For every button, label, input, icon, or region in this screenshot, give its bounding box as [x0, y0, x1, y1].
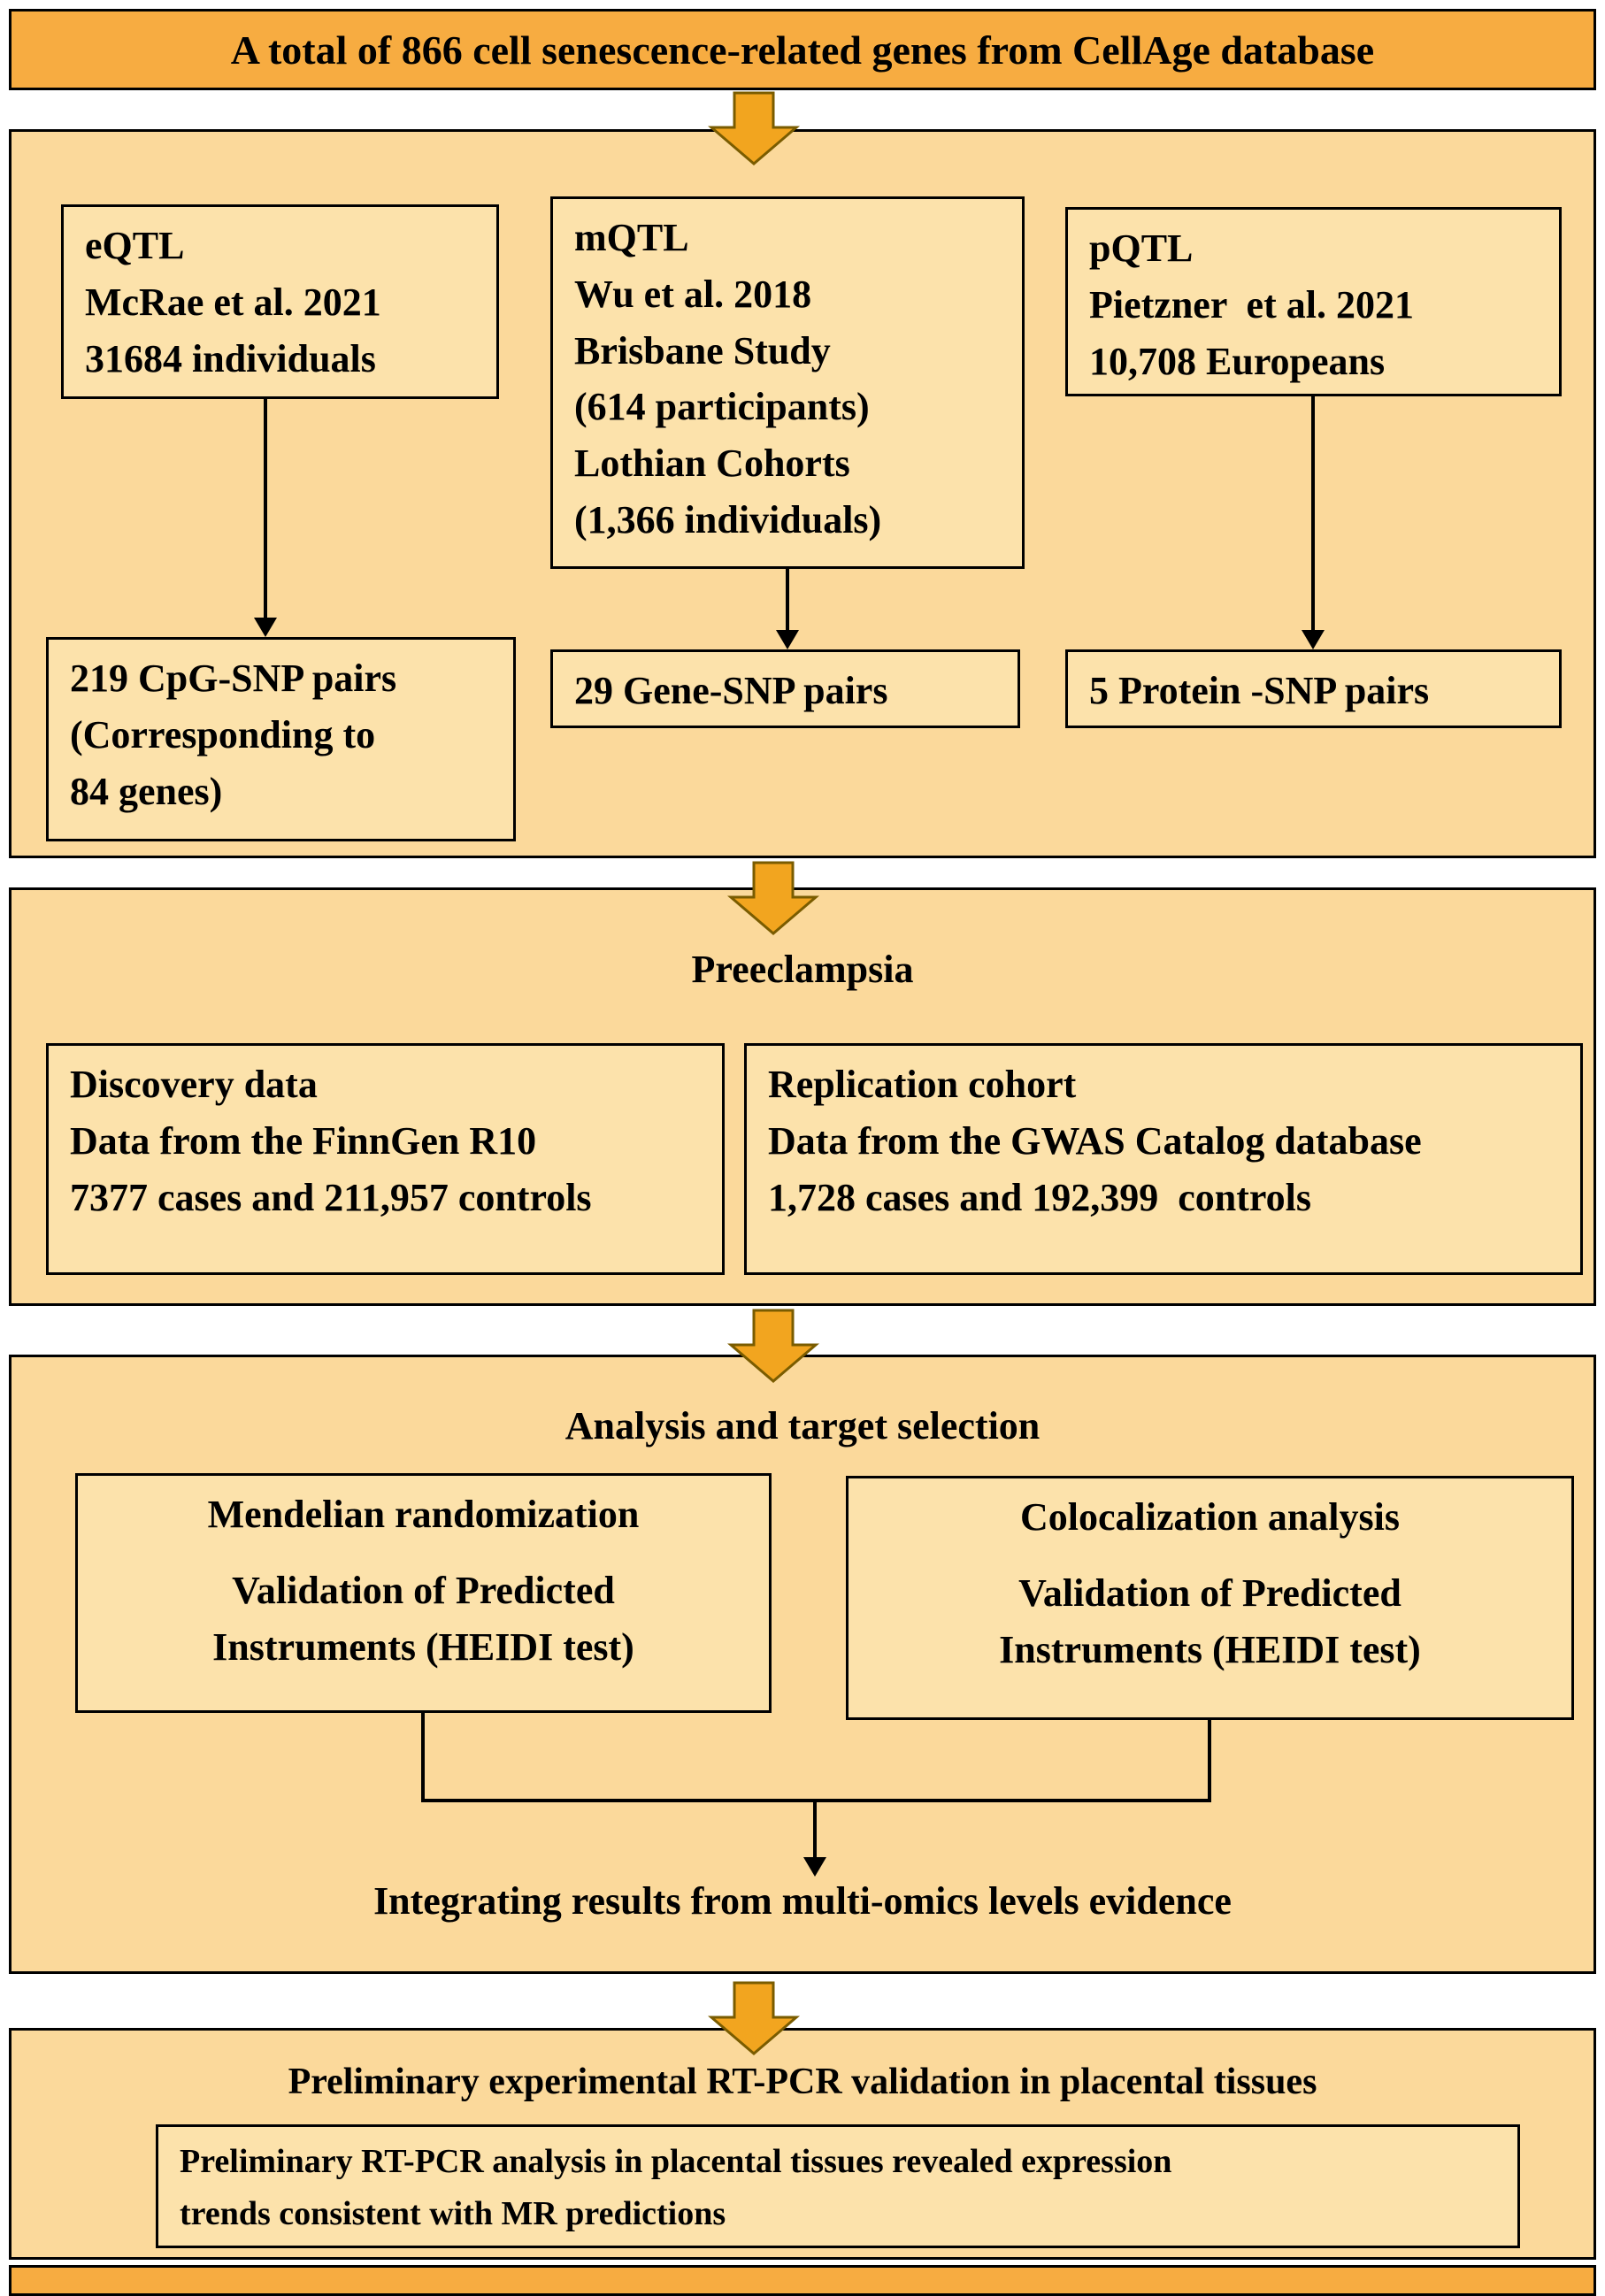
text-line: Data from the GWAS Catalog database — [768, 1118, 1422, 1163]
pqtl-box — [1065, 207, 1562, 396]
top-banner-title: A total of 866 cell senescence-related genes from CellAge database — [230, 27, 1375, 73]
gene-snp-result-box — [550, 649, 1020, 728]
connector-arrowhead-icon — [803, 1857, 826, 1877]
text-line: Data from the FinnGen R10 — [70, 1118, 537, 1163]
top-banner — [9, 9, 1596, 90]
text-line: Validation of Predicted — [232, 1568, 615, 1612]
eqtl-box — [61, 204, 499, 399]
text-line: Brisbane Study — [574, 328, 831, 372]
text-line: Instruments (HEIDI test) — [999, 1627, 1421, 1671]
box-title: Colocalization analysis — [1019, 1495, 1401, 1539]
text-line: 5 Protein -SNP pairs — [1089, 669, 1430, 712]
connector-line-integration — [813, 1799, 817, 1859]
analysis-title: Analysis and target selection — [564, 1404, 1041, 1447]
connector-line-mqtl — [786, 569, 789, 630]
text-line: mQTL — [574, 216, 689, 259]
connector-line-eqtl — [264, 399, 267, 619]
text-line: 29 Gene-SNP pairs — [574, 669, 888, 712]
text-line: Discovery data — [70, 1063, 318, 1106]
colocalization-analysis-box — [846, 1476, 1574, 1720]
text-line: Preliminary RT-PCR analysis in placental tissues revealed expression — [180, 2143, 1172, 2180]
text-line: 219 CpG-SNP pairs — [70, 657, 397, 700]
preeclampsia-title: Preeclampsia — [691, 948, 914, 991]
preeclampsia-section — [9, 887, 1596, 1306]
validation-section — [9, 2028, 1596, 2260]
cpg-snp-result-box — [46, 637, 516, 841]
text-line: Instruments (HEIDI test) — [212, 1624, 634, 1669]
text-line: 1,728 cases and 192,399 controls — [768, 1175, 1311, 1219]
connector-line-mendelian — [421, 1713, 425, 1802]
down-arrow-icon — [708, 1980, 800, 2056]
integration-text: Integrating results from multi-omics levels evidence — [373, 1879, 1232, 1923]
box-title: Mendelian randomization — [207, 1493, 640, 1536]
down-arrow-icon — [727, 860, 819, 936]
text-line: (614 participants) — [574, 385, 870, 429]
text-line: Replication cohort — [768, 1063, 1077, 1106]
mendelian-randomization-box — [75, 1473, 772, 1713]
text-line: Pietzner et al. 2021 — [1089, 282, 1414, 326]
rtpcr-result-box — [156, 2124, 1520, 2248]
connector-arrowhead-icon — [776, 630, 799, 649]
text-line: eQTL — [85, 224, 185, 267]
connector-arrowhead-icon — [1302, 630, 1325, 649]
text-line: Validation of Predicted — [1018, 1570, 1401, 1615]
bottom-banner-strip — [9, 2265, 1596, 2296]
text-line: 84 genes) — [70, 769, 223, 813]
text-line: pQTL — [1089, 227, 1194, 270]
connector-line-pqtl — [1311, 396, 1315, 630]
validation-title: Preliminary experimental RT-PCR validation in placental tissues — [288, 2062, 1317, 2102]
analysis-section — [9, 1355, 1596, 1974]
text-line: McRae et al. 2021 — [85, 280, 381, 324]
text-line: Lothian Cohorts — [574, 442, 850, 486]
connector-line-colocalization — [1208, 1720, 1211, 1802]
text-line: trends consistent with MR predictions — [180, 2194, 726, 2232]
text-line: Wu et al. 2018 — [574, 272, 812, 316]
text-line: 7377 cases and 211,957 controls — [70, 1175, 592, 1219]
text-line: 10,708 Europeans — [1089, 339, 1386, 383]
discovery-data-box — [46, 1043, 725, 1275]
down-arrow-icon — [708, 90, 800, 166]
text-line: (1,366 individuals) — [574, 497, 882, 541]
text-line: 31684 individuals — [85, 336, 376, 380]
protein-snp-result-box — [1065, 649, 1562, 728]
mqtl-box — [550, 196, 1025, 569]
qtl-section — [9, 129, 1596, 858]
connector-arrowhead-icon — [254, 618, 277, 637]
text-line: (Corresponding to — [70, 712, 376, 756]
replication-cohort-box — [744, 1043, 1583, 1275]
down-arrow-icon — [727, 1308, 819, 1384]
